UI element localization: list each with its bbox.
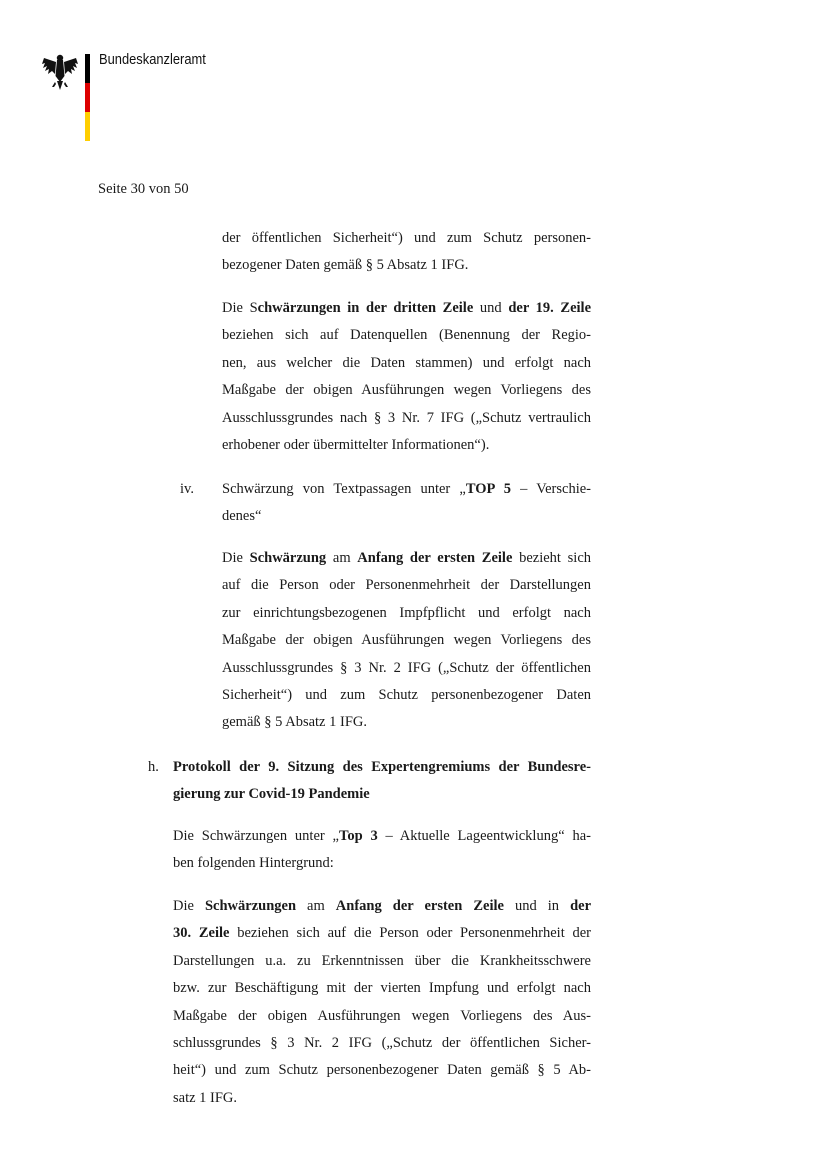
text-line: Sicherheit“) und zum Schutz personenbezogener Daten [222,687,591,704]
text-line: denes“ [222,508,262,525]
paragraph-intro [173,823,591,878]
text-line: Maßgabe der obigen Ausführungen wegen Vorliegens des [222,632,591,649]
text-line: Ausschlussgrundes nach § 3 Nr. 7 IFG („Schutz vertraulich [222,409,591,426]
flag-stripe-red [85,83,90,112]
flag-bar [85,54,90,141]
federal-eagle-icon [42,52,78,92]
text-line: Die Schwärzungen in der dritten Zeile und der 19. Zeile [222,300,592,316]
text-line: bzw. zur Beschäftigung mit der vierten Impfung und erfolgt nach [173,980,591,997]
paragraph-continuation [222,225,591,280]
text-line: erhobener oder übermittelter Informationen“). [222,437,490,454]
list-marker: iv. [180,481,194,497]
text-line: ben folgenden Hintergrund: [173,855,334,872]
text-line: der öffentlichen Sicherheit“) und zum Schutz personen- [222,230,591,246]
paragraph-redaction-region [222,295,591,459]
text-line: Die Schwärzungen unter „Top 3 – Aktuelle Lageentwicklung“ ha- [173,828,591,844]
page-number: Seite 30 von 50 [98,181,189,197]
text-line: schlussgrundes § 3 Nr. 2 IFG („Schutz der öffentlichen Sicher- [173,1035,591,1052]
organization-name: Bundeskanzleramt [99,51,206,68]
flag-stripe-black [85,54,90,83]
text-line: satz 1 IFG. [173,1089,238,1106]
text-line: Darstellungen u.a. zu Erkenntnissen über die Krankheitsschwere [173,952,591,969]
text-line: Die Schwärzungen am Anfang der ersten Zeile und in der [173,898,591,914]
text-line: gierung zur Covid-19 Pandemie [173,786,370,803]
paragraph-redaction-top5 [222,545,591,737]
flag-stripe-gold [85,112,90,141]
text-line: 30. Zeile beziehen sich auf die Person oder Personenmehrheit der [173,925,591,942]
text-line: heit“) und zum Schutz personenbezogener Daten gemäß § 5 Ab- [173,1062,591,1079]
text-line: auf die Person oder Personenmehrheit der Darstellungen [222,577,591,594]
section-heading [173,754,591,809]
text-line: Ausschlussgrundes § 3 Nr. 2 IFG („Schutz der öffentlichen [222,659,591,676]
text-line: Die Schwärzung am Anfang der ersten Zeile bezieht sich [222,550,592,566]
text-line: gemäß § 5 Absatz 1 IFG. [222,714,367,731]
text-line: Maßgabe der obigen Ausführungen wegen Vorliegens des [222,382,591,399]
text-line: beziehen sich auf Datenquellen (Benennung der Regio- [222,327,591,344]
section-marker: h. [148,759,159,775]
text-line: bezogener Daten gemäß § 5 Absatz 1 IFG. [222,257,469,274]
text-line: Protokoll der 9. Sitzung des Expertengremiums der Bundesre- [173,759,591,775]
paragraph-redaction-top3 [173,893,591,1112]
text-line: zur einrichtungsbezogenen Impfpflicht und erfolgt nach [222,604,591,621]
list-item-heading [222,476,591,531]
text-line: Schwärzung von Textpassagen unter „TOP 5 – Verschie- [222,481,591,497]
text-line: Maßgabe der obigen Ausführungen wegen Vorliegens des Aus- [173,1007,591,1024]
text-line: nen, aus welcher die Daten stammen) und erfolgt nach [222,354,591,371]
